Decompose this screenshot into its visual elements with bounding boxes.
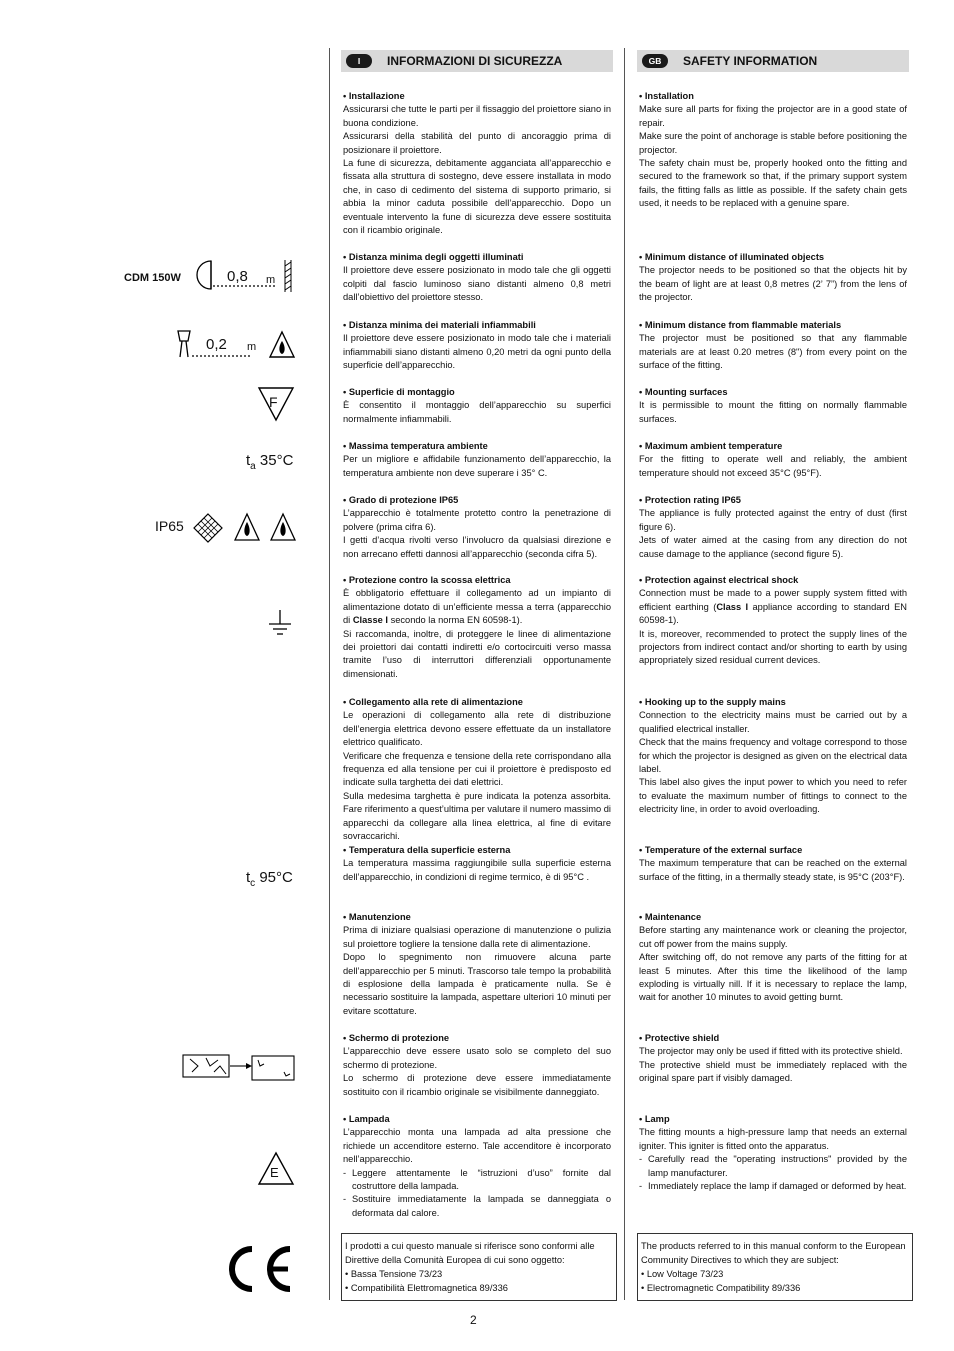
ip-rating-label: IP65	[155, 518, 184, 534]
section-title: • Lampada	[343, 1114, 390, 1124]
section-paragraph: Verificare che frequenza e tensione della rete corrispondano alla frequenza ed alla tensione per cui il proiettore è predisposto ed indicate sulla targhetta dei dati elettrici.	[343, 750, 611, 788]
section-title: • Massima temperatura ambiente	[343, 441, 488, 451]
italian-column	[341, 50, 613, 1293]
section-paragraph: Connection to the electricity mains must be carried out by a qualified electrical installer.	[639, 710, 907, 734]
section-title: • Distanza minima dei materiali infiammabili	[343, 320, 536, 330]
distance-flammable-unit: m	[247, 341, 257, 353]
section-paragraph: It is, moreover, recommended to protect the supply lines of the projectors from indirect contact and/or shorting to earth by using appropriately sized residual current devices.	[639, 628, 907, 666]
column-divider-middle	[624, 48, 625, 1300]
f-mark-letter: F	[269, 394, 278, 410]
tc-t: t	[246, 869, 251, 886]
section-paragraph: The protective shield must be immediately replaced with the original spare part if visibly damaged.	[639, 1059, 907, 1084]
safety-section	[639, 911, 907, 1005]
list-item: - Carefully read the "operating instructions" provided by the lamp manufacturer.	[639, 1153, 907, 1180]
list-item: - Immediately replace the lamp if damaged or deformed by heat.	[639, 1180, 907, 1193]
safety-section	[343, 1113, 611, 1220]
list-item: - Leggere attentamente le “istruzioni d’uso” fornite dal costruttore della lampada.	[343, 1167, 611, 1194]
distance-objects-unit: m	[266, 274, 276, 286]
section-title: • Distanza minima degli oggetti illuminati	[343, 252, 524, 262]
section-paragraph: Prima di iniziare qualsiasi operazione di manutenzione o pulizia sul proiettore togliere la tensione dalla rete di alimentazione.	[343, 925, 611, 949]
section-title: • Manutenzione	[343, 912, 411, 922]
safety-section	[639, 696, 907, 817]
section-paragraph: La fune di sicurezza, debitamente agganciata all’apparecchio e fissata alla struttura di sostegno, deve essere installata in modo che, in caso di cedimento del sistema di supporto primario, si abbia la minor caduta possibile dell’apparecchio. Dopo un eventuale intervento la fune di sicurezza deve essere sostituita con il ricambio originale.	[343, 158, 611, 236]
ta-value: 35°C	[255, 452, 294, 469]
section-paragraph: Make sure the point of anchorage is stable before positioning the projector.	[639, 131, 907, 155]
section-paragraph: The projector may only be used if fitted with its protective shield.	[639, 1046, 903, 1057]
section-paragraph: The maximum temperature that can be reached on the external surface of the fitting, in a thermally steady state, is 95°C (203°F).	[639, 858, 907, 882]
section-paragraph: Make sure all parts for fixing the projector are in a good state of repair.	[639, 104, 907, 128]
safety-section	[343, 844, 611, 884]
class-emphasis: Class I	[716, 601, 749, 612]
section-paragraph: L’apparecchio è totalmente protetto contro la penetrazione di polvere (prima cifra 6).	[343, 508, 611, 532]
safety-section	[343, 386, 611, 426]
section-title: • Protezione contro la scossa elettrica	[343, 575, 511, 585]
safety-section	[343, 319, 611, 373]
section-title: • Installation	[639, 91, 694, 101]
italian-conformity-box	[341, 1233, 617, 1301]
cdm-label: CDM 150W	[124, 272, 181, 284]
box-item: • Electromagnetic Compatibility 89/336	[641, 1283, 801, 1293]
safety-section	[639, 844, 907, 884]
section-paragraph: The fitting mounts a high-pressure lamp that needs an external igniter. This igniter is fitted onto the apparatus.	[639, 1127, 907, 1151]
section-title: • Protection rating IP65	[639, 495, 741, 505]
ta-t: t	[246, 452, 251, 469]
section-paragraph: I getti d’acqua rivolti verso l’involucro da qualsiasi direzione e non arrecano effetti dannosi all’apparecchio (seconda cifra 5).	[343, 535, 611, 559]
section-title: • Temperature of the external surface	[639, 845, 803, 855]
section-paragraph: The safety chain must be, properly hooked onto the fitting and secured to the framework so that, if the primary support system fails, the fitting falls as little as possible. If the safety chain gets used, it needs to be replaced with a genuine spare.	[639, 158, 907, 209]
section-paragraph: After switching off, do not remove any parts of the fitting for at least 5 minutes. After this time the likelihood of the lamp exploding is virtually nill. If it is necessary to replace the lamp, wait for another 10 minutes to avoid getting burnt.	[639, 952, 907, 1003]
safety-section	[343, 1032, 611, 1099]
safety-section	[343, 440, 611, 480]
section-paragraph: L’apparecchio deve essere usato solo se completo del suo schermo di protezione.	[343, 1046, 611, 1070]
section-title: • Minimum distance of illuminated objects	[639, 252, 825, 262]
section-list	[343, 1167, 611, 1221]
safety-section	[343, 494, 611, 561]
section-paragraph: The appliance is fully protected against the entry of dust (first figure 6).	[639, 508, 907, 532]
safety-section	[639, 251, 907, 305]
section-paragraph: Sulla medesima targhetta è pure indicata la potenza assorbita. Fare riferimento a quest’ultima per valutare il numero massimo di apparecchi da collegare alla linea elettrica, al fine di evitare sovraccarichi.	[343, 790, 611, 842]
section-paragraph: This label also gives the input power to which you need to refer to evaluate the maximum number of fittings to connect to the electricity line, in order to avoid overloading.	[639, 777, 907, 815]
section-title: • Mounting surfaces	[639, 387, 728, 397]
italian-header-title: INFORMAZIONI DI SICUREZZA	[387, 54, 563, 68]
section-title: • Collegamento alla rete di alimentazione	[343, 697, 523, 707]
section-paragraph: For the fitting to operate well and reliably, the ambient temperature should not exceed 35°C (95°F).	[639, 454, 907, 478]
english-conformity-box	[637, 1233, 913, 1301]
section-title: • Minimum distance from flammable materials	[639, 320, 842, 330]
english-column	[637, 50, 909, 1293]
section-paragraph: Jets of water aimed at the casing from any direction do not cause damage to the appliance (second figure 5).	[639, 535, 907, 559]
safety-section	[639, 1113, 907, 1193]
ta-sub: a	[250, 461, 256, 472]
section-list	[639, 1153, 907, 1193]
box-item: • Bassa Tensione 73/23	[345, 1269, 443, 1279]
class-emphasis: Classe I	[352, 615, 388, 626]
section-title: • Maximum ambient temperature	[639, 441, 783, 451]
section-title: • Schermo di protezione	[343, 1033, 450, 1043]
section-paragraph: The projector needs to be positioned so that the objects hit by the beam of light are at least 0,8 metres (2’ 7”) from the lens of the projector.	[639, 265, 907, 303]
section-paragraph: Il proiettore deve essere posizionato in modo tale che gli oggetti colpiti dal fascio luminoso siano distanti almeno 0,8 metri dall’obiettivo del proiettore stesso.	[343, 265, 611, 303]
section-title: • Hooking up to the supply mains	[639, 697, 786, 707]
ambient-temperature-label	[246, 452, 293, 472]
section-paragraph: Assicurarsi della stabilità del punto di ancoraggio prima di posizionare il proiettore.	[343, 131, 611, 155]
box-text: The products referred to in this manual conform to the European Community Directives to which they are subject:	[641, 1241, 906, 1265]
page-number: 2	[470, 1313, 477, 1327]
ce-mark-icon	[222, 1244, 298, 1294]
section-paragraph: Assicurarsi che tutte le parti per il fissaggio del proiettore siano in buona condizione.	[343, 104, 611, 128]
earth-ground-icon	[266, 608, 294, 638]
water-jet-icon-2	[270, 512, 296, 542]
english-header	[637, 50, 909, 72]
section-paragraph: Per un migliore e affidabile funzionamento dell’apparecchio, la temperatura ambiente non deve superare i 35° C.	[343, 454, 611, 478]
safety-section	[639, 440, 907, 480]
section-paragraph: È obbligatorio effettuare il collegamento ad un impianto di alimentazione dotato di un’efficiente messa a terra (apparecchio di Classe I secondo la norma EN 60598-1).	[343, 588, 611, 626]
section-title: • Installazione	[343, 91, 405, 101]
section-paragraph: The projector must be positioned so that any flammable materials are at least 0.20 metres (8") from every point on the surface of the fitting.	[639, 333, 907, 371]
box-item: • Compatibilità Elettromagnetica 89/336	[345, 1283, 508, 1293]
safety-section	[639, 90, 907, 211]
tc-sub: c	[250, 878, 256, 889]
english-header-title: SAFETY INFORMATION	[683, 54, 818, 68]
distance-flammable-value: 0,2	[206, 336, 227, 353]
safety-section	[639, 1032, 907, 1086]
section-paragraph: Before starting any maintenance work or cleaning the projector, cut off power from the mains supply.	[639, 925, 907, 949]
section-paragraph: Il proiettore deve essere posizionato in modo tale che i materiali infiammabili siano distanti almeno 0,20 metri da ogni punto della superficie dell’apparecchio.	[343, 333, 611, 371]
section-title: • Maintenance	[639, 912, 702, 922]
tc-value: 95°C	[255, 869, 293, 886]
safety-section	[639, 386, 907, 426]
safety-section	[343, 251, 611, 305]
section-title: • Superficie di montaggio	[343, 387, 455, 397]
list-item: - Sostituire immediatamente la lampada se danneggiata o deformata dal calore.	[343, 1193, 611, 1220]
dust-grid-icon	[193, 513, 223, 543]
box-item: • Low Voltage 73/23	[641, 1269, 724, 1279]
safety-section	[343, 696, 611, 843]
section-paragraph: Check that the mains frequency and voltage correspond to those for which the projector is designed as given on the electrical data label.	[639, 737, 907, 775]
surface-temperature-label	[246, 869, 293, 889]
column-divider-left	[329, 48, 330, 1300]
water-jet-icon-1	[234, 512, 260, 542]
section-paragraph: La temperatura massima raggiungibile sulla superficie esterna dell’apparecchio, in condizioni di regime termico, è di 95°C .	[343, 858, 611, 882]
italian-header	[341, 50, 613, 72]
section-paragraph: Le operazioni di collegamento alla rete di distribuzione dell’energia elettrica devono essere effettuate da un installatore elettrico qualificato.	[343, 710, 611, 748]
section-title: • Protective shield	[639, 1033, 720, 1043]
section-title: • Grado di protezione IP65	[343, 495, 459, 505]
section-paragraph: It is permissible to mount the fitting on normally flammable surfaces.	[639, 400, 907, 424]
safety-section	[639, 494, 907, 561]
distance-objects-value: 0,8	[227, 268, 248, 285]
section-title: • Temperatura della superficie esterna	[343, 845, 511, 855]
safety-section	[343, 574, 611, 681]
box-text: I prodotti a cui questo manuale si riferisce sono conformi alle Direttive della Comunità Europea di cui sono oggetto:	[345, 1241, 595, 1265]
safety-section	[639, 319, 907, 373]
section-paragraph: È consentito il montaggio dell’apparecchio su superfici normalmente infiammabili.	[343, 400, 611, 424]
section-title: • Lamp	[639, 1114, 670, 1124]
italian-language-badge: I	[346, 54, 372, 68]
section-paragraph: Connection must be made to a power supply system fitted with efficient earthing (Class I appliance according to standard EN 60598-1).	[639, 588, 907, 626]
section-paragraph: Si raccomanda, inoltre, di proteggere le linee di alimentazione dei proiettori dai contatti indiretti e/o cortocircuiti verso massa tramite l’uso di interruttori differenziali opportunamente dimensionati.	[343, 628, 611, 679]
broken-shield-replace-icon	[180, 1052, 298, 1084]
flammable-distance-icon	[172, 327, 297, 362]
section-paragraph: L’apparecchio monta una lampada ad alta pressione che richiede un accenditore esterno. Tale accenditore è incorporato nell’apparecchio.	[343, 1127, 611, 1165]
section-title: • Protection against electrical shock	[639, 575, 799, 585]
section-paragraph: Dopo lo spegnimento non rimuovere alcuna parte dell’apparecchio per 5 minuti. Trascorso tale tempo la probabilità di esplosione della lampada è praticamente nulla. Se è necessario sostituire la lampada, aspettare ulteriori 10 minuti per evitare scottature.	[343, 952, 611, 1016]
safety-section	[639, 574, 907, 668]
section-paragraph: Lo schermo di protezione deve essere immediatamente sostituito con il ricambio originale se visibilmente danneggiato.	[343, 1073, 611, 1097]
safety-section	[343, 911, 611, 1018]
english-language-badge: GB	[642, 54, 668, 68]
safety-section	[343, 90, 611, 237]
e-mark-letter: E	[270, 1165, 279, 1180]
